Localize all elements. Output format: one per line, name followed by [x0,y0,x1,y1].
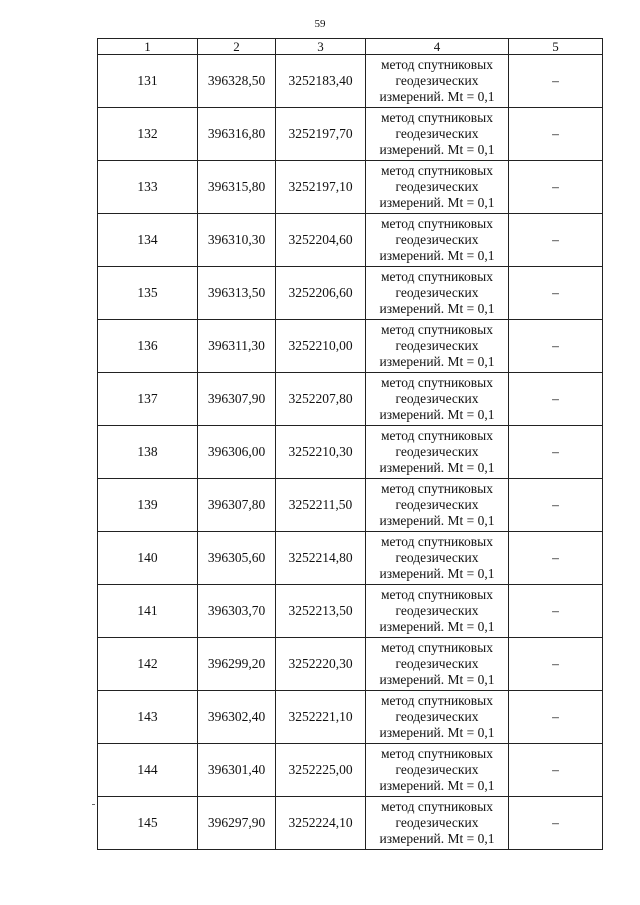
method-line: метод спутниковых [381,322,493,337]
note-dash: – [509,797,603,850]
point-number: 145 [98,797,198,850]
method-line: метод спутниковых [381,534,493,549]
point-number: 133 [98,161,198,214]
table-row [98,532,603,585]
table-row [98,108,603,161]
coordinates-table [97,38,603,850]
table-row [98,55,603,108]
coordinate-x: 396301,40 [198,744,276,797]
measurement-method [366,797,509,850]
column-header-1: 1 [98,39,198,55]
method-line: геодезических [395,709,479,724]
table-row [98,320,603,373]
coordinate-y: 3252206,60 [276,267,366,320]
coordinate-y: 3252197,70 [276,108,366,161]
note-dash: – [509,585,603,638]
measurement-method [366,320,509,373]
method-line: измерений. Mt = 0,1 [379,725,495,740]
note-dash: – [509,479,603,532]
table-row [98,426,603,479]
coordinate-x: 396306,00 [198,426,276,479]
method-line: метод спутниковых [381,587,493,602]
point-number: 141 [98,585,198,638]
coordinate-x: 396297,90 [198,797,276,850]
note-dash: – [509,426,603,479]
method-line: геодезических [395,232,479,247]
coordinate-x: 396307,90 [198,373,276,426]
coordinate-x: 396307,80 [198,479,276,532]
point-number: 139 [98,479,198,532]
table-row [98,638,603,691]
table-row [98,744,603,797]
method-line: геодезических [395,762,479,777]
method-line: геодезических [395,444,479,459]
coordinate-y: 3252224,10 [276,797,366,850]
method-line: измерений. Mt = 0,1 [379,89,495,104]
method-line: измерений. Mt = 0,1 [379,672,495,687]
coordinate-y: 3252210,30 [276,426,366,479]
note-dash: – [509,267,603,320]
table-row [98,479,603,532]
point-number: 132 [98,108,198,161]
point-number: 144 [98,744,198,797]
measurement-method [366,161,509,214]
method-line: геодезических [395,815,479,830]
method-line: метод спутниковых [381,746,493,761]
method-line: измерений. Mt = 0,1 [379,513,495,528]
method-line: метод спутниковых [381,57,493,72]
table-body [98,55,603,850]
note-dash: – [509,320,603,373]
column-header-3: 3 [276,39,366,55]
measurement-method [366,373,509,426]
measurement-method [366,585,509,638]
coordinate-y: 3252214,80 [276,532,366,585]
coordinate-x: 396311,30 [198,320,276,373]
method-line: метод спутниковых [381,269,493,284]
table-row [98,691,603,744]
method-line: геодезических [395,391,479,406]
coordinate-x: 396303,70 [198,585,276,638]
method-line: измерений. Mt = 0,1 [379,566,495,581]
coordinate-y: 3252211,50 [276,479,366,532]
method-line: метод спутниковых [381,163,493,178]
method-line: измерений. Mt = 0,1 [379,778,495,793]
coordinate-x: 396305,60 [198,532,276,585]
note-dash: – [509,532,603,585]
method-line: метод спутниковых [381,640,493,655]
coordinate-x: 396316,80 [198,108,276,161]
point-number: 137 [98,373,198,426]
coordinate-x: 396328,50 [198,55,276,108]
point-number: 142 [98,638,198,691]
measurement-method [366,108,509,161]
point-number: 131 [98,55,198,108]
coordinate-y: 3252210,00 [276,320,366,373]
coordinate-x: 396315,80 [198,161,276,214]
method-line: измерений. Mt = 0,1 [379,301,495,316]
method-line: измерений. Mt = 0,1 [379,831,495,846]
table-row [98,214,603,267]
note-dash: – [509,161,603,214]
coordinate-y: 3252183,40 [276,55,366,108]
point-number: 134 [98,214,198,267]
coordinate-y: 3252213,50 [276,585,366,638]
method-line: геодезических [395,179,479,194]
measurement-method [366,479,509,532]
point-number: 138 [98,426,198,479]
method-line: измерений. Mt = 0,1 [379,407,495,422]
coordinate-y: 3252197,10 [276,161,366,214]
coordinate-y: 3252225,00 [276,744,366,797]
method-line: метод спутниковых [381,375,493,390]
table-row [98,797,603,850]
point-number: 140 [98,532,198,585]
coordinate-y: 3252204,60 [276,214,366,267]
measurement-method [366,426,509,479]
note-dash: – [509,638,603,691]
method-line: геодезических [395,550,479,565]
note-dash: – [509,55,603,108]
measurement-method [366,55,509,108]
note-dash: – [509,373,603,426]
method-line: метод спутниковых [381,481,493,496]
point-number: 136 [98,320,198,373]
method-line: измерений. Mt = 0,1 [379,354,495,369]
measurement-method [366,267,509,320]
table-row [98,161,603,214]
method-line: геодезических [395,338,479,353]
coordinate-y: 3252221,10 [276,691,366,744]
method-line: геодезических [395,73,479,88]
note-dash: – [509,691,603,744]
coordinate-x: 396302,40 [198,691,276,744]
page-number: 59 [314,18,326,30]
coordinate-x: 396310,30 [198,214,276,267]
table-row [98,267,603,320]
coordinate-y: 3252220,30 [276,638,366,691]
method-line: метод спутниковых [381,428,493,443]
method-line: измерений. Mt = 0,1 [379,460,495,475]
point-number: 143 [98,691,198,744]
coordinate-y: 3252207,80 [276,373,366,426]
method-line: геодезических [395,126,479,141]
column-header-5: 5 [509,39,603,55]
method-line: метод спутниковых [381,693,493,708]
method-line: метод спутниковых [381,110,493,125]
header-row [98,39,603,55]
method-line: геодезических [395,285,479,300]
table-row [98,373,603,426]
point-number: 135 [98,267,198,320]
note-dash: – [509,108,603,161]
measurement-method [366,744,509,797]
method-line: измерений. Mt = 0,1 [379,195,495,210]
coordinate-x: 396299,20 [198,638,276,691]
note-dash: – [509,214,603,267]
measurement-method [366,532,509,585]
method-line: измерений. Mt = 0,1 [379,248,495,263]
note-dash: – [509,744,603,797]
method-line: метод спутниковых [381,799,493,814]
column-header-4: 4 [366,39,509,55]
method-line: геодезических [395,603,479,618]
method-line: измерений. Mt = 0,1 [379,619,495,634]
measurement-method [366,638,509,691]
table-row [98,585,603,638]
method-line: геодезических [395,497,479,512]
method-line: метод спутниковых [381,216,493,231]
coordinate-x: 396313,50 [198,267,276,320]
method-line: геодезических [395,656,479,671]
method-line: измерений. Mt = 0,1 [379,142,495,157]
measurement-method [366,691,509,744]
measurement-method [366,214,509,267]
column-header-2: 2 [198,39,276,55]
scan-mark [92,804,95,805]
